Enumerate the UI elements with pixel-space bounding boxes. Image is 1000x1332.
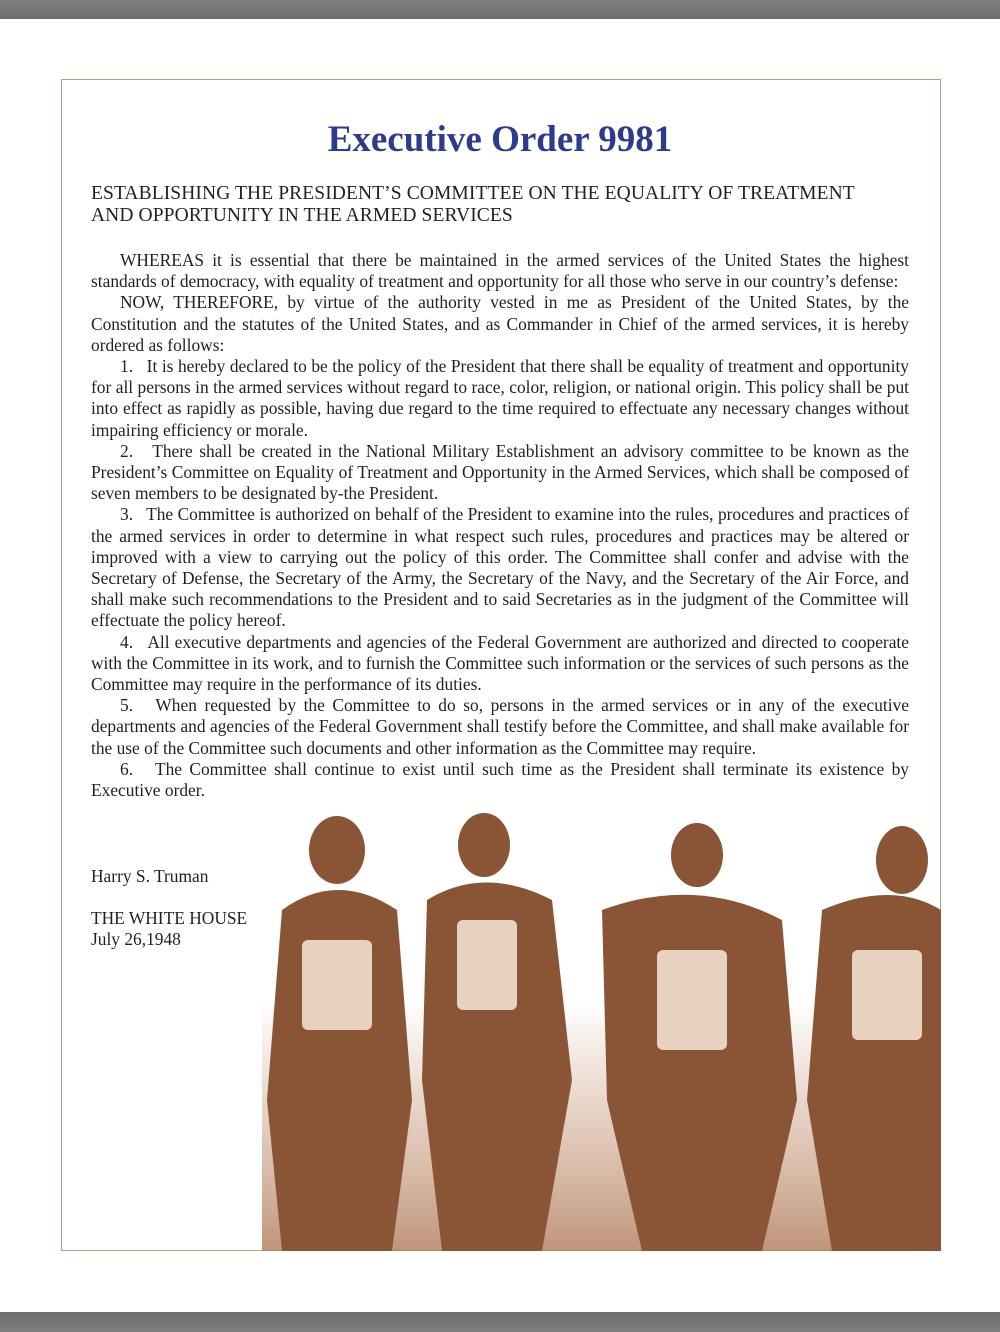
paragraph-whereas: WHEREAS it is essential that there be maintained in the armed services of the United States the highest standards of democracy, with equality of treatment and opportunity for all those who serve in our country’s defense: — [91, 250, 909, 292]
viewer-top-bar — [0, 0, 1000, 19]
date: July 26,1948 — [91, 929, 181, 949]
paragraph-4: 4. All executive departments and agencies of the Federal Government are authorized and directed to cooperate with the Committee in its work, and to furnish the Committee such information or the services of such persons as the Committee may require in the performance of its duties. — [91, 631, 909, 695]
paragraph-3: 3. The Committee is authorized on behalf of the President to examine into the rules, procedures and practices of the armed services in order to determine in what respect such rules, procedures and practices may be altered or improved with a view to carrying out the policy of this order. The Committee shall confer and advise with the Secretary of Defense, the Secretary of the Army, the Secretary of the Navy, and the Secretary of the Air Force, and shall make such recommendations to the President and to said Secretaries as in the judgment of the Committee will effectuate the policy hereof. — [91, 504, 909, 631]
subtitle-line: AND OPPORTUNITY IN THE ARMED SERVICES — [91, 205, 513, 226]
airmen-photo — [262, 800, 941, 1251]
order-body — [91, 250, 909, 801]
subtitle — [91, 183, 921, 227]
signature: Harry S. Truman — [91, 866, 209, 886]
paragraph-5: 5. When requested by the Committee to do so, persons in the armed services or in any of the executive departments and agencies of the Federal Government shall testify before the Committee, and shall make available for the use of the Committee such documents and other information as the Committee may require. — [91, 695, 909, 758]
paragraph-2: 2. There shall be created in the National Military Establishment an advisory committee to be known as the President’s Committee on Equality of Treatment and Opportunity in the Armed Services, which shall be composed of seven members to be designated by-the President. — [91, 440, 909, 504]
place: THE WHITE HOUSE — [91, 908, 248, 928]
page-title: Executive Order 9981 — [327, 119, 673, 160]
paragraph-6: 6. The Committee shall continue to exist until such time as the President shall terminate its existence by Executive order. — [91, 758, 909, 801]
viewer-bottom-bar — [0, 1312, 1000, 1332]
paragraph-therefore: NOW, THEREFORE, by virtue of the authority vested in me as President of the United States, by the Constitution and the statutes of the United States, and as Commander in Chief of the armed services, it is hereby ordered as follows: — [91, 292, 909, 355]
subtitle-line: ESTABLISHING THE PRESIDENT’S COMMITTEE ON THE EQUALITY OF TREATMENT — [91, 183, 855, 204]
paragraph-1: 1. It is hereby declared to be the policy of the President that there shall be equality of treatment and opportunity for all persons in the armed services without regard to race, color, religion, or national origin. This policy shall be put into effect as rapidly as possible, having due regard to the time required to effectuate any necessary changes without impairing efficiency or morale. — [91, 356, 909, 440]
